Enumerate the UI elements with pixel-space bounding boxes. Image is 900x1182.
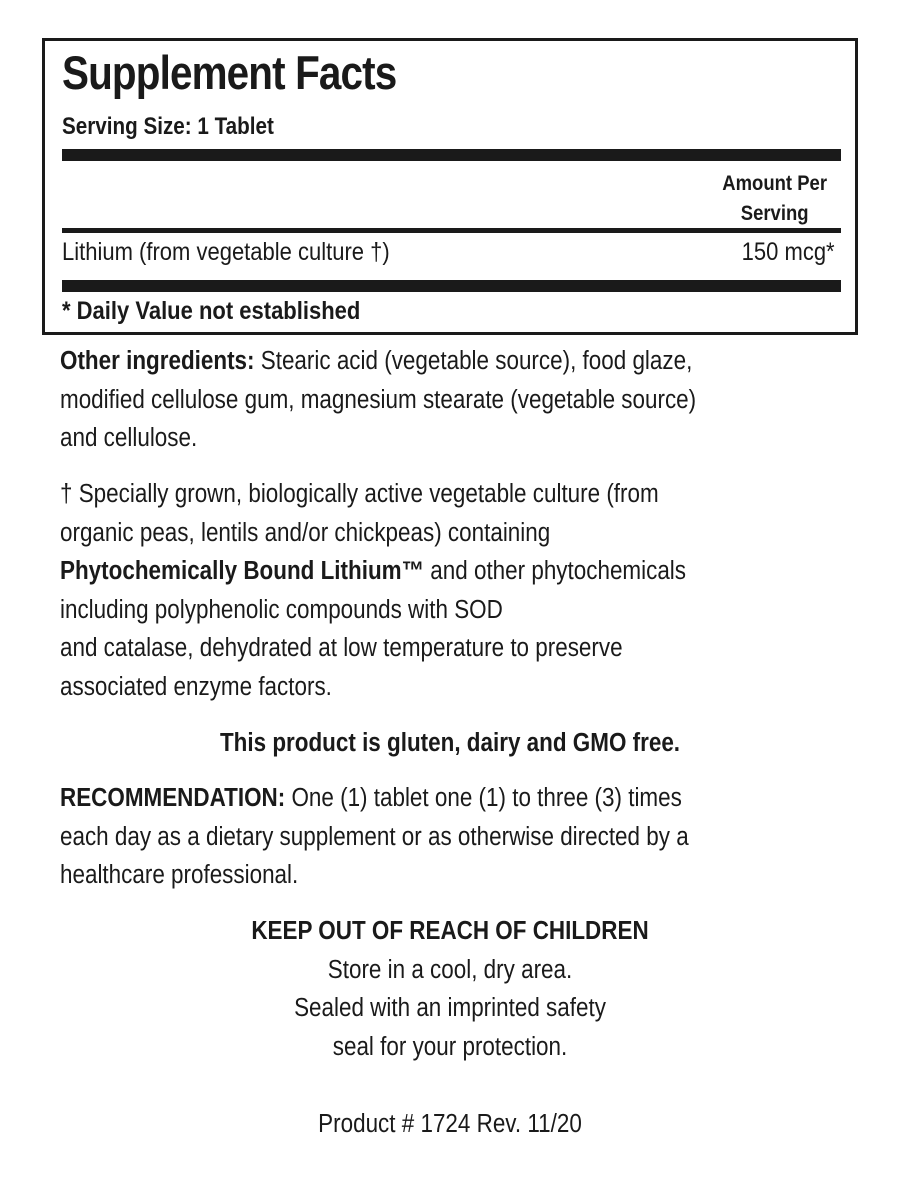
recommendation xyxy=(60,779,852,895)
supplement-facts-panel xyxy=(42,38,858,335)
recommendation-label: RECOMMENDATION: xyxy=(60,784,286,812)
serving-size: Serving Size: 1 Tablet xyxy=(62,113,274,140)
free-from-text: This product is gluten, dairy and GMO free. xyxy=(219,729,681,757)
amount-header-line2: Serving xyxy=(740,202,809,225)
culture-note-line4: including polyphenolic compounds with SOD xyxy=(60,595,503,624)
safety-seal-line2: seal for your protection. xyxy=(332,1032,568,1061)
other-ingredients-label: Other ingredients: xyxy=(60,347,255,375)
recommendation-line2: each day as a dietary supplement or as otherwise directed by a xyxy=(60,822,689,851)
amount-header-line1: Amount Per xyxy=(722,172,827,195)
other-ingredients-line3: and cellulose. xyxy=(60,424,198,452)
amount-per-serving-header xyxy=(722,169,827,229)
culture-note-line6: associated enzyme factors. xyxy=(60,672,332,701)
free-from-statement xyxy=(0,724,900,763)
daily-value-footnote: * Daily Value not established xyxy=(62,297,361,325)
culture-note xyxy=(60,475,852,706)
warning-block xyxy=(0,912,900,1066)
product-code: Product # 1724 Rev. 11/20 xyxy=(318,1110,582,1138)
culture-note-line1: † Specially grown, biologically active vegetable culture (from xyxy=(60,480,659,508)
recommendation-line1: One (1) tablet one (1) to three (3) times xyxy=(285,784,682,812)
safety-seal-line1: Sealed with an imprinted safety xyxy=(294,994,606,1022)
warning-title: KEEP OUT OF REACH OF CHILDREN xyxy=(251,917,649,945)
nutrient-name: Lithium (from vegetable culture †) xyxy=(62,238,390,266)
other-ingredients-line1: Stearic acid (vegetable source), food glaze, xyxy=(254,347,693,375)
facts-title: Supplement Facts xyxy=(62,46,397,99)
culture-note-line3: and other phytochemicals xyxy=(424,557,687,585)
divider-thin xyxy=(62,228,841,233)
culture-note-line5: and catalase, dehydrated at low temperature to preserve xyxy=(60,634,623,662)
other-ingredients xyxy=(60,342,852,458)
storage-line: Store in a cool, dry area. xyxy=(327,955,573,984)
nutrient-row xyxy=(62,238,841,272)
divider-thick-bottom xyxy=(62,280,841,292)
divider-thick-top xyxy=(62,149,841,161)
other-ingredients-line2: modified cellulose gum, magnesium stearate (vegetable source) xyxy=(60,385,697,414)
product-code-block xyxy=(0,1105,900,1144)
culture-note-line2: organic peas, lentils and/or chickpeas) containing xyxy=(60,518,551,547)
nutrient-amount: 150 mcg* xyxy=(742,238,835,266)
culture-note-trademark: Phytochemically Bound Lithium™ xyxy=(60,557,425,585)
recommendation-line3: healthcare professional. xyxy=(60,861,299,889)
